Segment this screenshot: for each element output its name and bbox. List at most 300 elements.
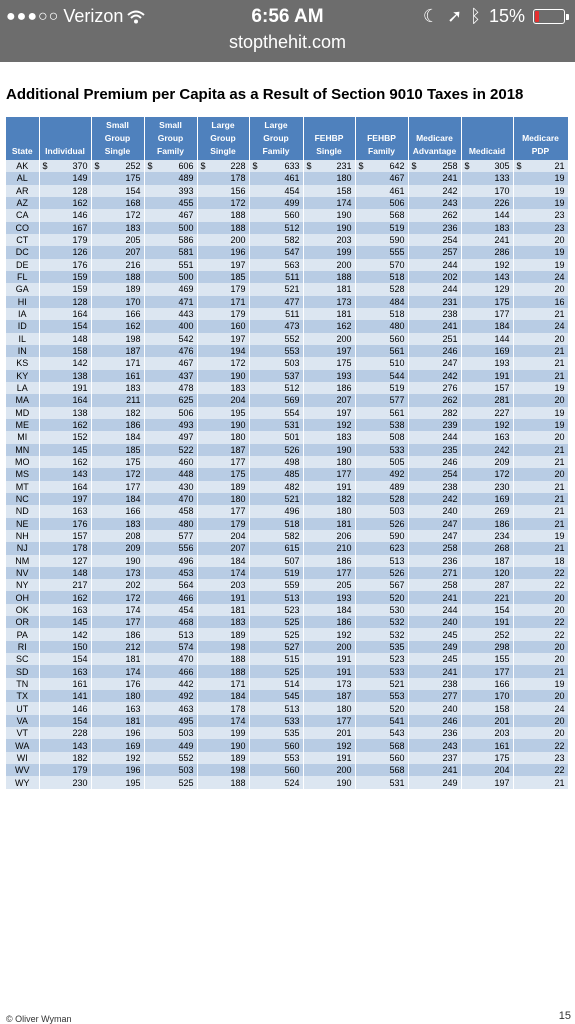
table-row [6,222,568,234]
value-cell [91,628,144,640]
value-cell [303,209,355,221]
value-cell [144,715,197,727]
value-cell [461,296,513,308]
table-row [6,776,568,788]
cell-value: 282 [442,407,458,418]
value-cell [249,518,303,530]
value-cell [461,234,513,246]
value-cell [303,616,355,628]
cell-value: 533 [284,715,300,726]
cell-value: 170 [125,296,141,307]
cell-value: 236 [442,222,458,233]
value-cell [249,333,303,345]
value-cell [461,628,513,640]
value-cell [355,567,408,579]
cell-value: 177 [336,469,352,480]
cell-value: 525 [284,617,300,628]
cell-value: 21 [554,457,565,468]
value-cell [355,678,408,690]
value-cell [197,739,249,751]
cell-value: 544 [389,370,405,381]
state-cell: TN [6,678,39,690]
cell-value: 178 [230,173,246,184]
value-cell [355,690,408,702]
state-cell: DE [6,259,39,271]
value-cell [91,370,144,382]
value-cell [355,431,408,443]
value-cell [197,407,249,419]
cell-value: 442 [178,678,194,689]
cell-value: 143 [494,272,510,283]
cell-value: 171 [230,296,246,307]
value-cell [197,431,249,443]
value-cell [39,665,91,677]
cell-value: 176 [72,259,88,270]
value-cell [513,776,568,788]
value-cell [91,222,144,234]
value-cell [197,690,249,702]
value-cell [91,394,144,406]
cell-value: 528 [389,284,405,295]
value-cell [197,172,249,184]
value-cell [39,444,91,456]
value-cell [513,345,568,357]
cell-value: 480 [389,321,405,332]
cell-value: 163 [125,703,141,714]
value-cell [408,752,461,764]
value-cell [249,653,303,665]
value-cell [249,493,303,505]
state-cell: DC [6,246,39,258]
value-cell [513,222,568,234]
carrier-name: Verizon [63,6,124,26]
value-cell [197,493,249,505]
value-cell [197,702,249,714]
value-cell [249,419,303,431]
value-cell [355,616,408,628]
value-cell [144,407,197,419]
cell-value: 230 [72,777,88,788]
value-cell [461,222,513,234]
value-cell [39,739,91,751]
value-cell [197,653,249,665]
cell-value: 179 [72,765,88,776]
currency-symbol: $ [147,161,153,172]
moon-icon: ☾ [422,6,440,26]
cell-value: 553 [284,346,300,357]
value-cell [303,776,355,788]
cell-value: 496 [284,506,300,517]
currency-symbol: $ [516,161,522,172]
cell-value: 191 [72,383,88,394]
cell-value: 581 [178,247,194,258]
cell-value: 473 [284,321,300,332]
cell-value: 183 [125,222,141,233]
value-cell [144,481,197,493]
cell-value: 24 [554,703,565,714]
state-cell: MA [6,394,39,406]
cell-value: 187 [230,444,246,455]
cell-value: 177 [336,567,352,578]
value-cell [91,530,144,542]
value-cell [513,505,568,517]
value-cell [461,591,513,603]
cell-value: 160 [230,321,246,332]
status-right [423,6,565,27]
cell-value: 258 [442,580,458,591]
state-cell: MI [6,431,39,443]
cell-value: 142 [72,629,88,640]
cell-value: 625 [178,395,194,406]
cell-value: 521 [284,284,300,295]
value-cell [303,444,355,456]
cell-value: 172 [125,469,141,480]
cell-value: 501 [284,432,300,443]
value-cell [355,776,408,788]
cell-value: 586 [178,235,194,246]
value-cell [197,764,249,776]
state-cell: AK [6,160,39,172]
cell-value: 152 [72,432,88,443]
cell-value: 239 [442,420,458,431]
cell-value: 287 [494,580,510,591]
value-cell [408,259,461,271]
value-cell [249,320,303,332]
cell-value: 200 [336,641,352,652]
value-cell [408,333,461,345]
cell-value: 554 [284,407,300,418]
value-cell [144,197,197,209]
url-bar[interactable]: stopthehit.com [228,32,347,52]
state-cell: UT [6,702,39,714]
cell-value: 157 [494,383,510,394]
cell-value: 200 [336,259,352,270]
cell-value: 209 [494,457,510,468]
state-cell: OR [6,616,39,628]
value-cell [249,468,303,480]
cell-value: 128 [72,296,88,307]
state-cell: NV [6,567,39,579]
cell-value: 157 [72,531,88,541]
table-row [6,431,568,443]
value-cell [513,419,568,431]
cell-value: 192 [494,420,510,431]
cell-value: 211 [126,395,141,406]
value-cell [461,616,513,628]
value-cell [513,370,568,382]
value-cell [249,209,303,221]
cell-value: 577 [389,395,405,406]
value-cell [39,357,91,369]
value-cell [513,333,568,345]
value-cell [513,678,568,690]
value-cell [303,727,355,739]
table-row [6,394,568,406]
cell-value: 460 [178,457,194,468]
value-cell [144,259,197,271]
value-cell [144,209,197,221]
value-cell [91,308,144,320]
cell-value: 197 [336,407,352,418]
value-cell [197,591,249,603]
column-header: Medicare PDP [513,117,568,160]
cell-value: 184 [336,604,352,615]
cell-value: 183 [230,617,246,628]
cell-value: 184 [494,321,510,332]
cell-value: 174 [125,604,141,615]
cell-value: 173 [125,567,141,578]
cell-value: 286 [494,247,510,258]
value-cell [197,246,249,258]
table-row [6,518,568,530]
cell-value: 162 [72,420,88,431]
value-cell [303,296,355,308]
value-cell [408,382,461,394]
value-cell [303,518,355,530]
cell-value: 177 [494,309,510,320]
value-cell [355,481,408,493]
value-cell [144,419,197,431]
cell-value: 520 [389,592,405,603]
value-cell [91,271,144,283]
value-cell [144,160,197,172]
value-cell [144,702,197,714]
cell-value: 196 [230,247,246,258]
cell-value: 498 [284,457,300,468]
cell-value: 212 [125,641,141,652]
table-row [6,172,568,184]
state-cell: NY [6,579,39,591]
value-cell [513,382,568,394]
cell-value: 582 [284,235,300,246]
cell-value: 569 [284,395,300,406]
value-cell [249,641,303,653]
cell-value: 173 [336,296,352,307]
cell-value: 154 [125,185,141,196]
cell-value: 19 [554,185,565,196]
value-cell [91,481,144,493]
cell-value: 207 [230,543,246,554]
cell-value: 180 [125,691,141,702]
column-header: Large Group Family [249,117,303,160]
cell-value: 21 [554,506,565,517]
value-cell [197,296,249,308]
value-cell [513,690,568,702]
value-cell [355,419,408,431]
table-row [6,468,568,480]
value-cell [197,382,249,394]
value-cell [513,283,568,295]
value-cell [461,259,513,271]
value-cell [303,333,355,345]
value-cell [303,493,355,505]
value-cell [39,690,91,702]
value-cell [408,394,461,406]
value-cell [355,345,408,357]
value-cell [461,456,513,468]
value-cell [461,160,513,172]
cell-value: 526 [284,444,300,455]
value-cell [197,542,249,554]
cell-value: 183 [125,518,141,529]
value-cell [303,764,355,776]
value-cell [408,702,461,714]
cell-value: 175 [125,173,141,184]
cell-value: 503 [178,765,194,776]
value-cell [144,591,197,603]
cell-value: 183 [494,222,510,233]
value-cell [249,382,303,394]
state-cell: WY [6,776,39,788]
value-cell [249,530,303,542]
cell-value: 526 [389,567,405,578]
value-cell [355,505,408,517]
value-cell [91,591,144,603]
cell-value: 20 [554,395,565,406]
state-cell: LA [6,382,39,394]
cell-value: 209 [125,543,141,554]
cell-value: 574 [178,641,194,652]
cell-value: 184 [230,555,246,566]
cell-value: 590 [389,235,405,246]
cell-value: 538 [389,420,405,431]
cell-value: 188 [230,210,246,221]
value-cell [249,172,303,184]
cell-value: 190 [336,210,352,221]
table-row [6,259,568,271]
cell-value: 146 [72,703,88,714]
cell-value: 146 [72,210,88,221]
cell-value: 470 [178,654,194,665]
cell-value: 180 [230,432,246,443]
cell-value: 149 [72,173,88,184]
cell-value: 22 [554,617,565,628]
value-cell [355,456,408,468]
value-cell [408,604,461,616]
value-cell [355,764,408,776]
value-cell [461,715,513,727]
cell-value: 503 [389,506,405,517]
value-cell [303,468,355,480]
state-cell: PA [6,628,39,640]
value-cell [91,542,144,554]
state-cell: MN [6,444,39,456]
value-cell [355,653,408,665]
value-cell [249,296,303,308]
value-cell [408,308,461,320]
column-header: FEHBP Family [355,117,408,160]
state-cell: KS [6,357,39,369]
battery-percent: 15% [488,6,525,26]
cell-value: 251 [442,333,458,344]
value-cell [39,382,91,394]
value-cell [513,764,568,776]
value-cell [303,394,355,406]
cell-value: 174 [336,198,352,209]
value-cell [408,246,461,258]
value-cell [39,715,91,727]
value-cell [303,665,355,677]
value-cell [355,209,408,221]
cell-value: 241 [442,666,458,677]
value-cell [197,370,249,382]
cell-value: 155 [494,654,510,665]
cell-value: 133 [494,173,510,184]
value-cell [144,542,197,554]
cell-value: 203 [494,728,510,739]
cell-value: 150 [72,641,88,652]
cell-value: 510 [389,358,405,369]
cell-value: 249 [442,641,458,652]
table-row [6,739,568,751]
cell-value: 520 [389,703,405,714]
cell-value: 21 [554,481,565,492]
value-cell [461,604,513,616]
cell-value: 182 [72,752,88,763]
cell-value: 138 [72,407,88,418]
cell-value: 513 [284,592,300,603]
value-cell [249,345,303,357]
cell-value: 127 [72,555,88,566]
cell-value: 163 [72,666,88,677]
value-cell [39,518,91,530]
value-cell [39,567,91,579]
value-cell [355,407,408,419]
cell-value: 170 [494,185,510,196]
cell-value: 217 [72,580,88,591]
cell-value: 21 [554,494,565,505]
cell-value: 174 [230,567,246,578]
value-cell [39,222,91,234]
value-cell [197,678,249,690]
value-cell [91,209,144,221]
value-cell [461,555,513,567]
value-cell [513,702,568,714]
value-cell [197,481,249,493]
cell-value: 154 [72,715,88,726]
value-cell [197,555,249,567]
value-cell [197,456,249,468]
value-cell [461,653,513,665]
value-cell [197,530,249,542]
cell-value: 512 [284,383,300,394]
value-cell [39,209,91,221]
cell-value: 467 [178,210,194,221]
value-cell [461,197,513,209]
value-cell [39,468,91,480]
value-cell [408,776,461,788]
value-cell [144,320,197,332]
cell-value: 162 [72,592,88,603]
cell-value: 519 [389,222,405,233]
value-cell [197,579,249,591]
value-cell [408,555,461,567]
value-cell [408,444,461,456]
value-cell [197,357,249,369]
value-cell [197,567,249,579]
value-cell [513,579,568,591]
value-cell [39,160,91,172]
table-row [6,653,568,665]
value-cell [91,407,144,419]
cell-value: 505 [389,457,405,468]
cell-value: 244 [442,432,458,443]
value-cell [513,246,568,258]
value-cell [249,690,303,702]
value-cell [513,555,568,567]
cell-value: 192 [494,259,510,270]
value-cell [197,419,249,431]
